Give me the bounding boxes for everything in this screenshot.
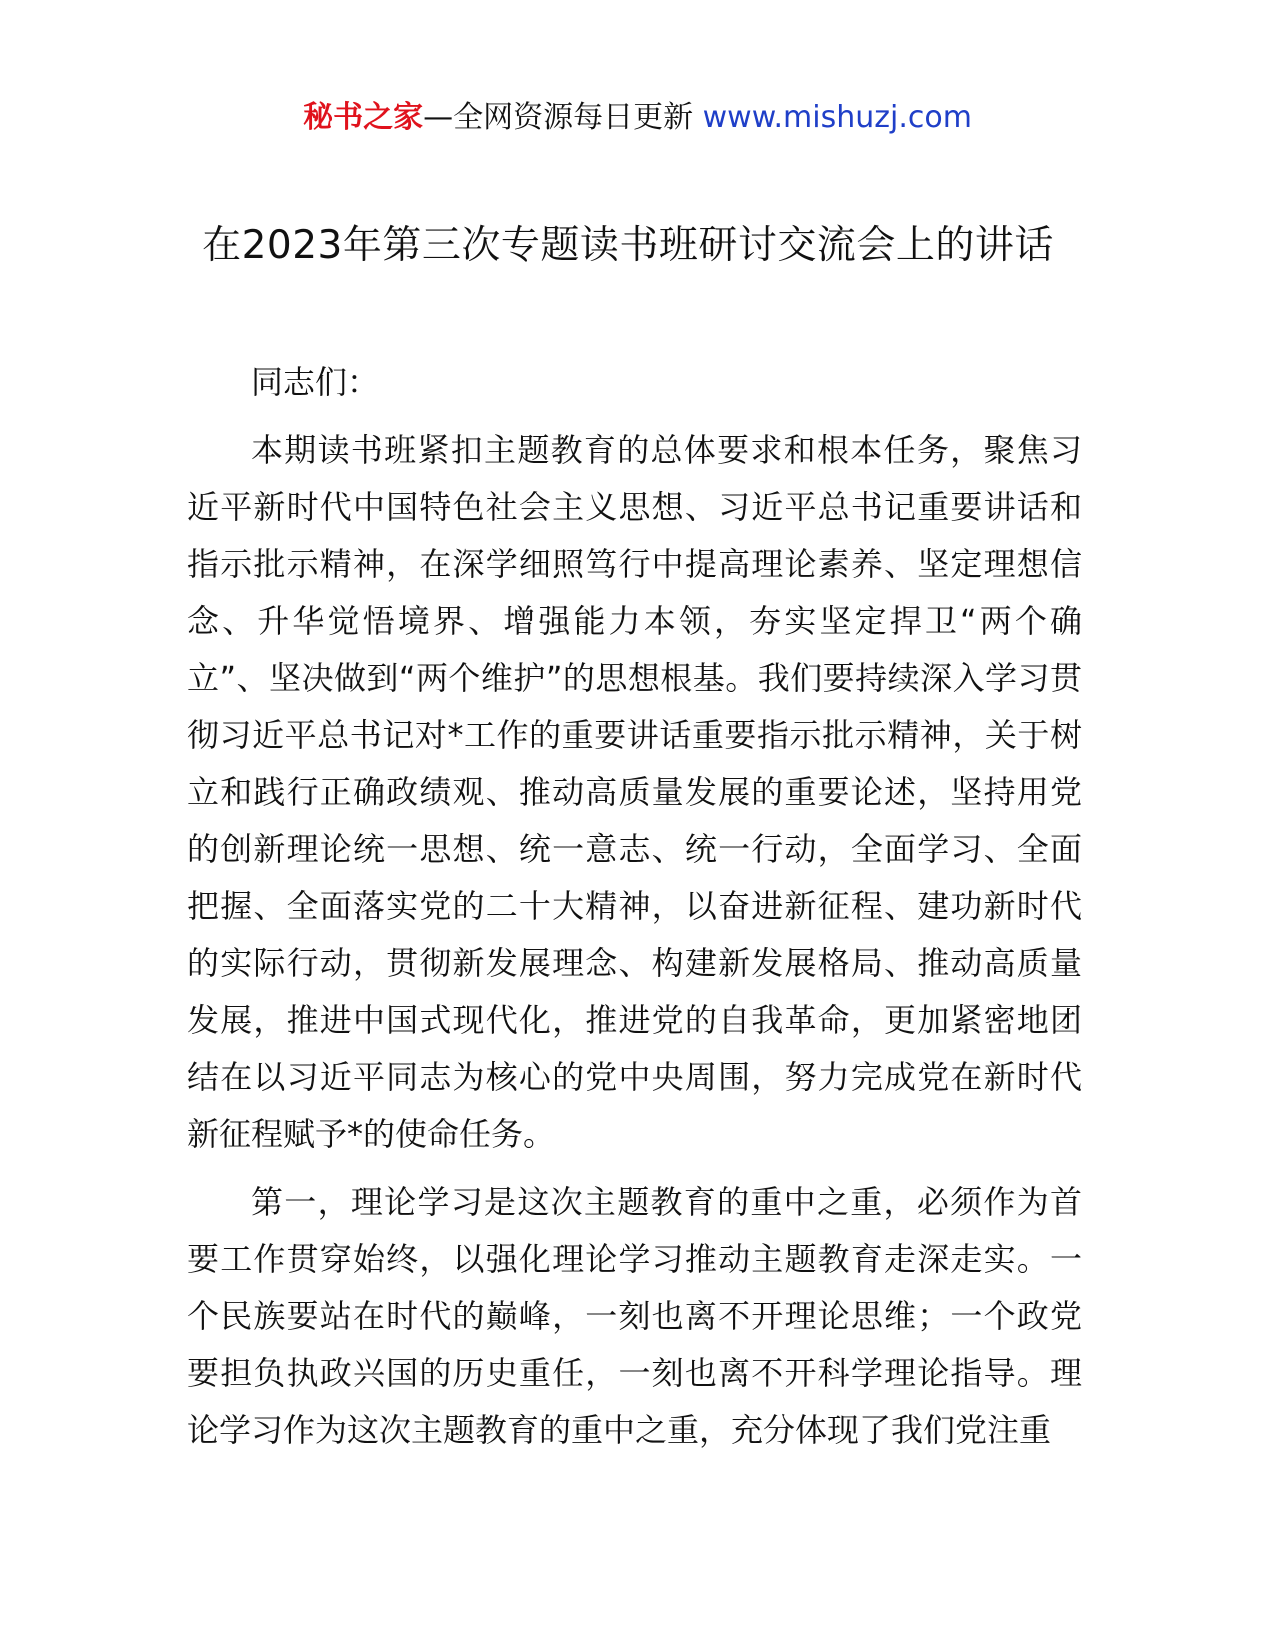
greeting: 同志们： — [251, 363, 380, 401]
site-banner — [0, 98, 1275, 138]
brand-name: 秘书之家 — [303, 100, 424, 135]
paragraph: 本期读书班紧扣主题教育的总体要求和根本任务，聚焦习近平新时代中国特色社会主义思想、习近平总书记重要讲话和指示批示精神，在深学细照笃行中提高理论素养、坚定理想信念、升华觉悟境界、增强能力本领，夯实坚定捍卫“两个确立”、坚决做到“两个维护”的思想根基。我们要持续深入学习贯彻习近平总书记对*工作的重要讲话重要指示批示精神，关于树立和践行正确政绩观、推动高质量发展的重要论述，坚持用党的创新理论统一思想、统一意志、统一行动，全面学习、全面把握、全面落实党的二十大精神，以奋进新征程、建功新时代的实际行动，贯彻新发展理念、构建新发展格局、推动高质量发展，推进中国式现代化，推进党的自我革命，更加紧密地团结在以习近平同志为核心的党中央周围，努力完成党在新时代新征程赋予*的使命任务。 — [187, 431, 1082, 1153]
paragraph: 第一，理论学习是这次主题教育的重中之重，必须作为首要工作贯穿始终，以强化理论学习推动主题教育走深走实。一个民族要站在时代的巅峰，一刻也离不开理论思维；一个政党要担负执政兴国的历史重任，一刻也离不开科学理论指导。理论学习作为这次主题教育的重中之重，充分体现了我们党注重 — [187, 1183, 1082, 1449]
banner-tagline: —全网资源每日更新 — [423, 100, 694, 135]
document-title: 在2023年第三次专题读书班研讨交流会上的讲话 — [202, 223, 1054, 268]
document-body — [187, 354, 1082, 1459]
site-url-link[interactable]: www.mishuzj.com — [702, 100, 972, 135]
